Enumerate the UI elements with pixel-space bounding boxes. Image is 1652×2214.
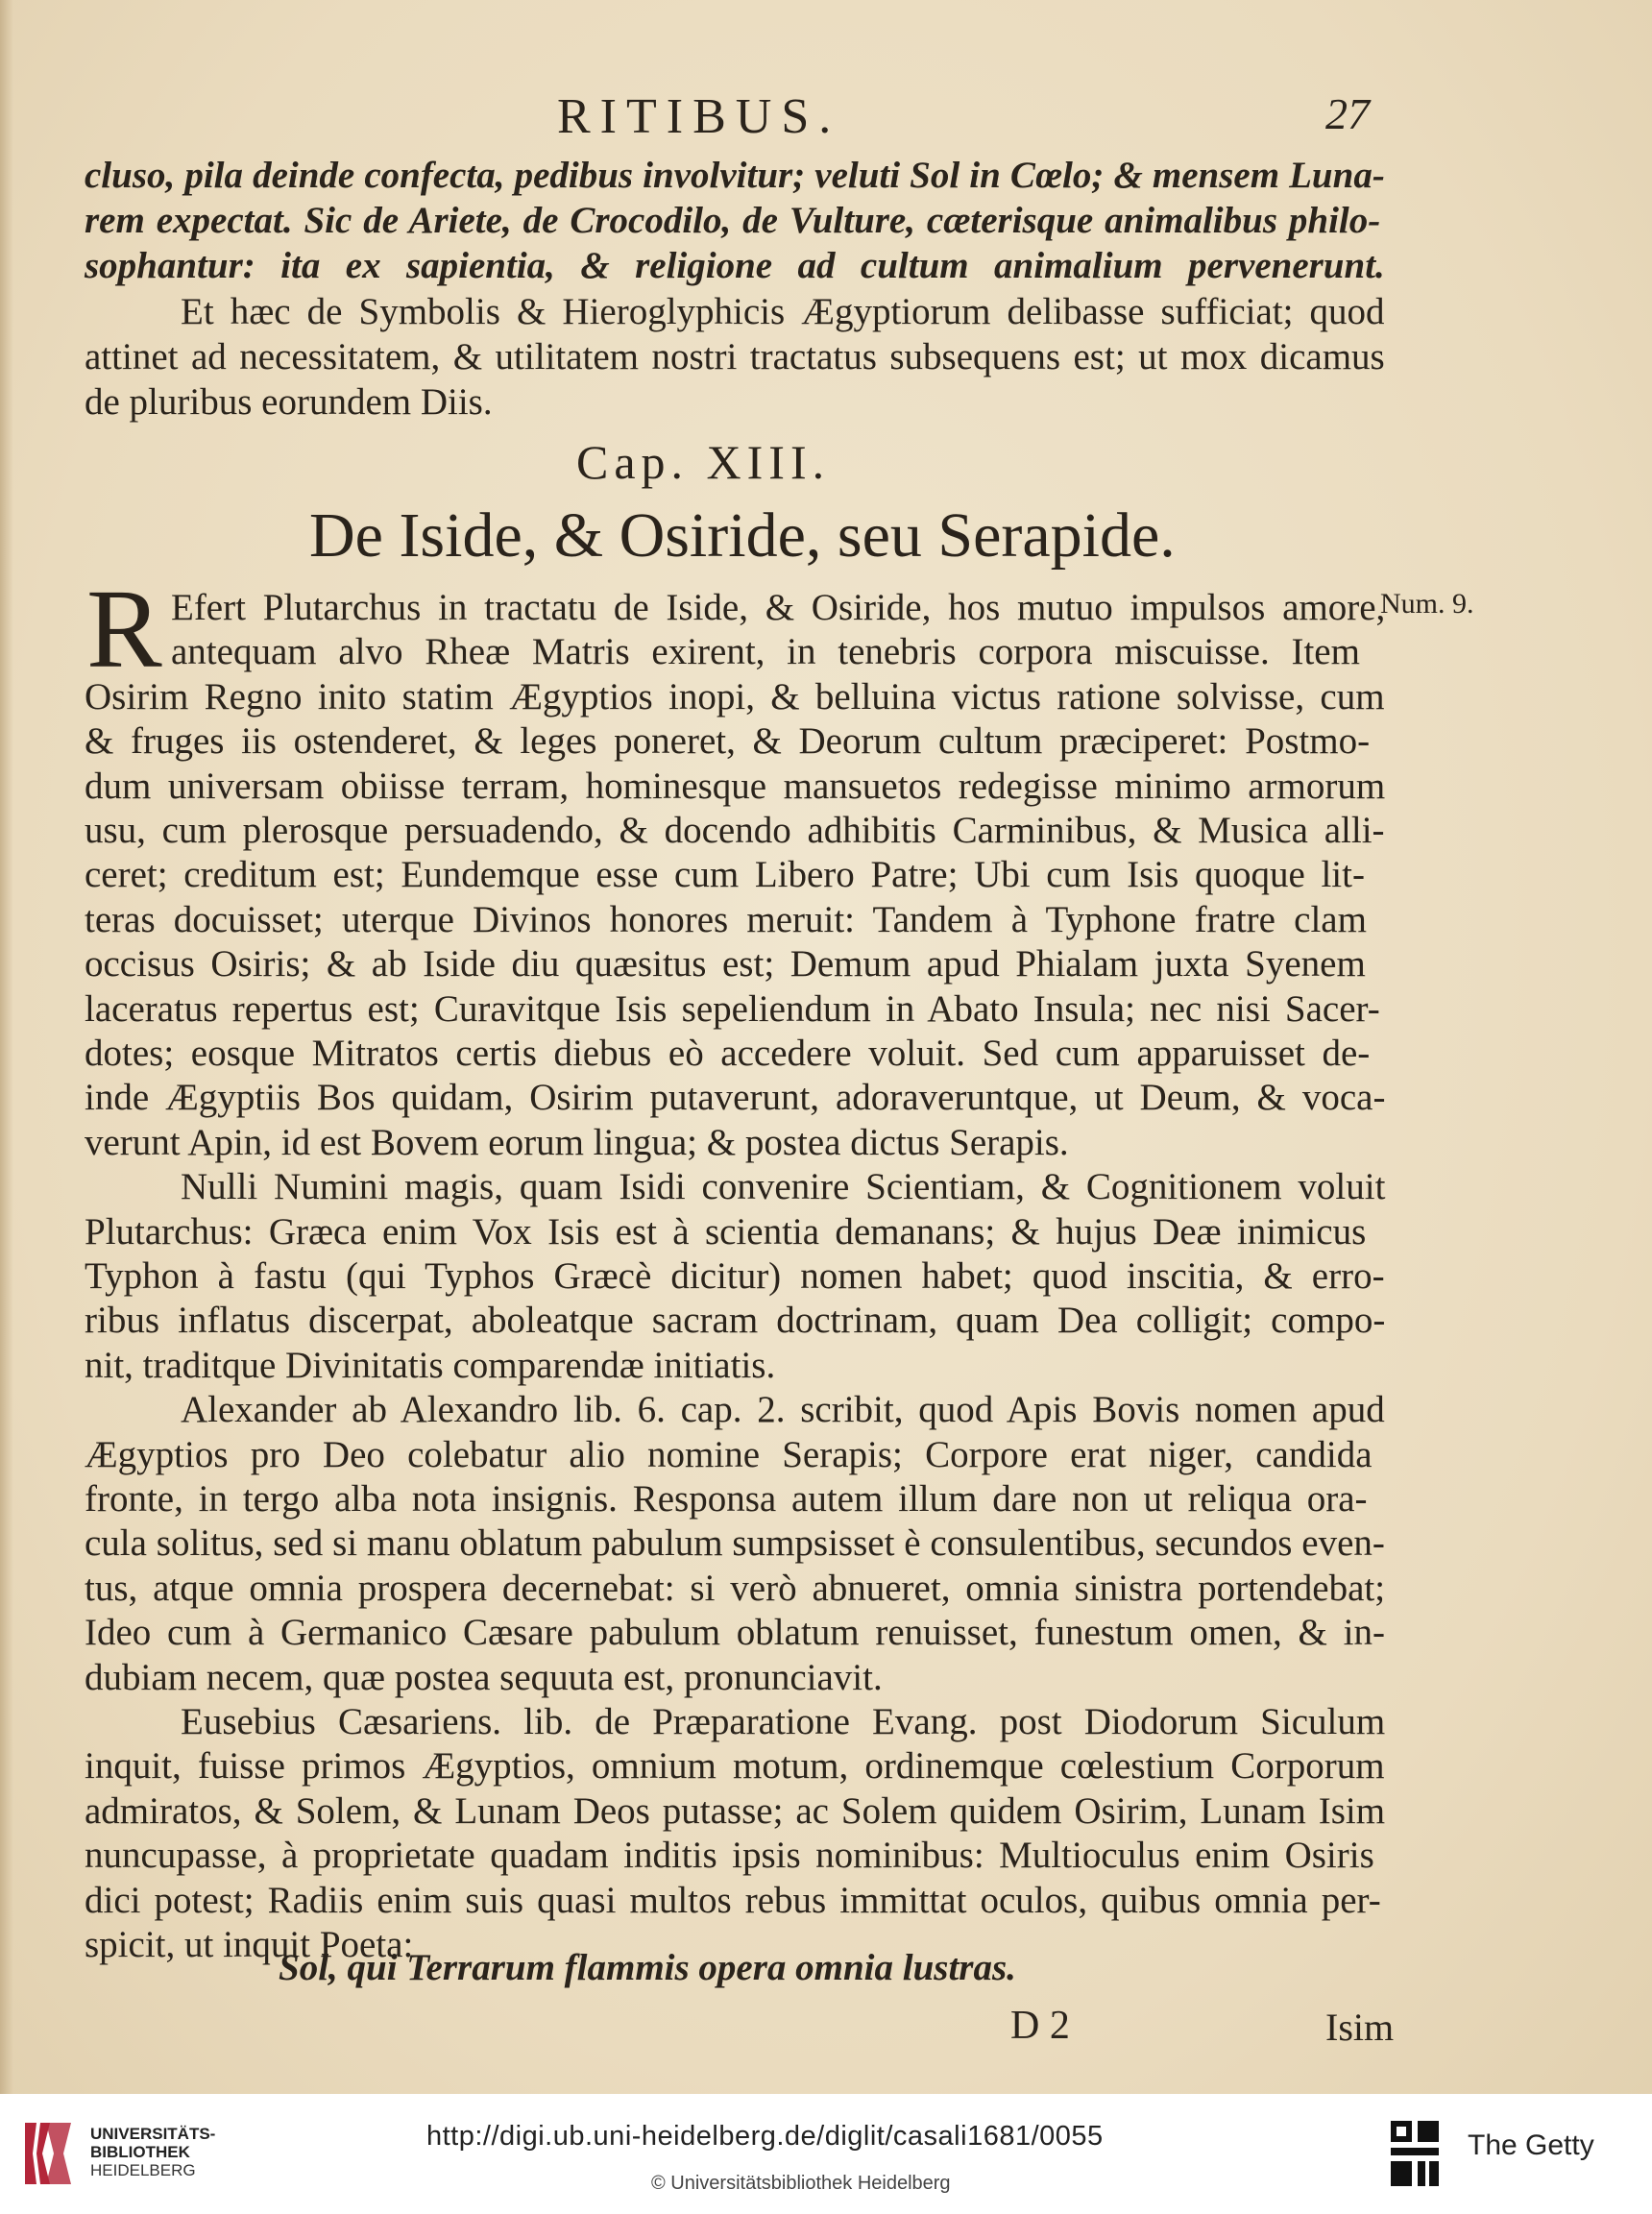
text-line: Et hæc de Symbolis & Hieroglyphicis Ægyptiorum delibasse sufficiat; quod [181,291,1385,332]
text-line: nit, traditque Divinitatis comparendæ initiatis. [85,1344,776,1386]
chapter-number: Cap. XIII. [576,435,831,489]
text-line: inquit, fuisse primos Ægyptios, omnium motum, ordinemque cœlestium Corporum [85,1745,1385,1788]
text-line: dotes; eosque Mitratos certis diebus eò accedere voluit. Sed cum apparuisset de- [85,1033,1371,1074]
text-line: Efert Plutarchus in tractatu de Iside, & Osiride, hos mutuo impulsos amore, [171,587,1386,628]
library-name-line-3: HEIDELBERG [90,2161,196,2179]
ub-heidelberg-logo-icon[interactable] [17,2115,79,2192]
text-line: Eusebius Cæsariens. lib. de Præparatione Evang. post Diodorum Siculum [181,1701,1386,1742]
text-line: Osirim Regno inito statim Ægyptios inopi, & belluina victus ratione solvisse, cum [85,675,1385,718]
text-line: sophantur: ita ex sapientia, & religione ad cultum animalium pervenerunt. [85,245,1385,286]
text-line: tus, atque omnia prospera decernebat: si verò abnueret, omnia sinistra portendebat; [85,1567,1386,1609]
text-line: dici potest; Radiis enim suis quasi multos rebus immittat oculos, quibus omnia per- [85,1879,1381,1921]
text-line: cluso, pila deinde confecta, pedibus involvitur; veluti Sol in Cœlo; & mensem Luna- [85,155,1385,196]
text-line: verunt Apin, id est Bovem eorum lingua; & postea dictus Serapis. [85,1121,1069,1163]
partner-name: The Getty [1468,2129,1594,2161]
text-line: occisus Osiris; & ab Iside diu quæsitus est; Demum apud Phialam juxta Syenem [85,943,1366,985]
text-line: nuncupasse, à proprietate quadam inditis ipsis nominibus: Multioculus enim Osiris [85,1835,1374,1877]
text-line: & fruges iis ostenderet, & leges poneret, & Deorum cultum præciperet: Postmo- [85,720,1371,763]
text-line: rem expectat. Sic de Ariete, de Crocodilo, de Vulture, cæterisque animalibus philo- [85,200,1381,241]
text-line: attinet ad necessitatem, & utilitatem nostri tractatus subsequens est; ut mox dicamus [85,336,1385,377]
text-line: usu, cum plerosque persuadendo, & docendo adhibitis Carminibus, & Musica alli- [85,810,1385,851]
text-line: ribus inflatus discerpat, aboleatque sacram doctrinam, quam Dea colligit; compo- [85,1300,1386,1342]
text-line: Plutarchus: Græca enim Vox Isis est à scientia demanans; & hujus Deæ inimicus [85,1210,1367,1253]
text-line: Ideo cum à Germanico Cæsare pabulum oblatum renuisset, funestum omen, & in- [85,1612,1385,1654]
folio-number: 27 [1325,89,1370,138]
text-line: Nulli Numini magis, quam Isidi convenire Scientiam, & Cognitionem voluit [181,1166,1386,1208]
text-line: inde Ægyptiis Bos quidam, Osirim putaverunt, adoraveruntque, ut Deum, & voca- [85,1077,1386,1119]
text-line: antequam alvo Rheæ Matris exirent, in tenebris corpora miscuisse. Item [171,631,1360,673]
getty-logo-icon[interactable] [1387,2115,1445,2192]
library-name-line-2: BIBLIOTHEK [90,2143,190,2161]
chapter-title: De Iside, & Osiride, seu Serapide. [309,500,1176,571]
running-head: RITIBUS. [557,89,841,144]
text-line: spicit, ut inquit Poeta: [85,1924,414,1965]
text-line: cula solitus, sed si manu oblatum pabulum sumpsisset è consulentibus, secundos even- [85,1522,1385,1565]
text-line: teras docuisset; uterque Divinos honores meruit: Tandem à Typhone fratre clam [85,898,1367,940]
text-line: admiratos, & Solem, & Lunam Deos putasse; ac Solem quidem Osirim, Lunam Isim [85,1789,1386,1832]
signature-mark: D 2 [1010,2004,1070,2048]
text-line: dum universam obiisse terram, hominesque mansuetos redegisse minimo armorum [85,765,1386,807]
drop-cap: R [86,566,162,692]
text-line: laceratus repertus est; Curavitque Isis sepeliendum in Abato Insula; nec nisi Sacer- [85,987,1380,1030]
text-line: ceret; creditum est; Eundemque esse cum Libero Patre; Ubi cum Isis quoque lit- [85,854,1365,896]
text-line: fronte, in tergo alba nota insignis. Responsa autem illum dare non ut reliqua ora- [85,1478,1368,1520]
text-line: dubiam necem, quæ postea sequuta est, pronunciavit. [85,1656,883,1698]
library-name-line-1: UNIVERSITÄTS- [90,2125,216,2143]
text-line: Typhon à fastu (qui Typhos Græcè dicitur) nomen habet; quod inscitia, & erro- [85,1255,1385,1297]
permalink-url[interactable]: http://digi.ub.uni-heidelberg.de/diglit/casali1681/0055 [426,2121,1104,2152]
viewer-footer [0,2094,1652,2214]
copyright-notice: © Universitätsbibliothek Heidelberg [651,2173,951,2194]
verse-line: Sol, qui Terrarum flammis opera omnia lustras. [279,1947,1016,1988]
text-line: Ægyptios pro Deo colebatur alio nomine Serapis; Corpore erat niger, candida [85,1433,1373,1475]
text-line: de pluribus eorundem Diis. [85,381,493,423]
marginal-note: Num. 9. [1380,588,1474,620]
text-line: Alexander ab Alexandro lib. 6. cap. 2. scribit, quod Apis Bovis nomen apud [181,1389,1385,1431]
catchword: Isim [1325,2006,1395,2049]
library-name [90,2125,215,2179]
